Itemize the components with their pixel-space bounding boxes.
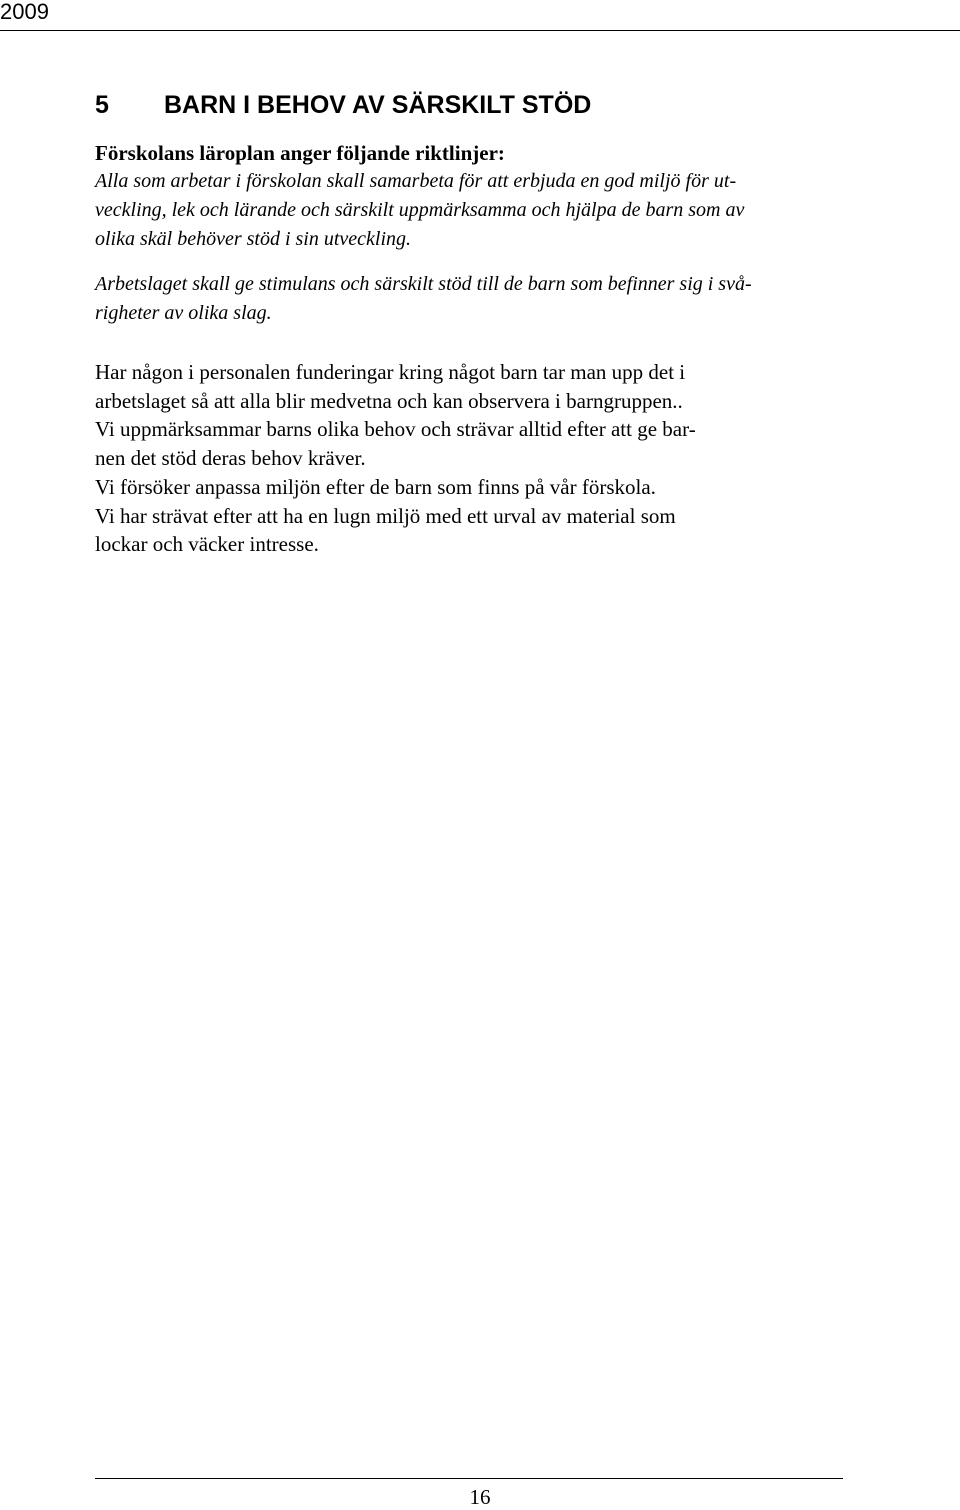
guidelines-heading: Förskolans läroplan anger följande riktlinjer: [95,141,505,165]
page-number: 16 [469,1485,491,1509]
section-title: BARN I BEHOV AV SÄRSKILT STÖD [164,91,592,119]
body-line: Vi har strävat efter att ha en lugn miljö med ett urval av material som [95,503,676,528]
quote-line: veckling, lek och lärande och särskilt uppmärksamma och hjälpa de barn som av [95,199,745,221]
section-number: 5 [95,91,109,119]
body-line: Har någon i personalen funderingar kring något barn tar man upp det i [95,360,686,384]
footer-rule [95,1478,843,1479]
header-rule [0,30,960,31]
page-content [95,90,840,559]
section-heading [95,90,840,120]
body-line: lockar och väcker intresse. [95,532,319,557]
body-line: nen det stöd deras behov kräver. [95,446,366,471]
curriculum-quote-1 [95,167,840,254]
body-paragraph [95,358,840,559]
quote-line: righeter av olika slag. [95,302,272,324]
curriculum-quote-2 [95,270,840,328]
quote-line: Alla som arbetar i förskolan skall samarbeta för att erbjuda en god miljö för ut- [95,170,737,192]
body-line: Vi uppmärksammar barns olika behov och strävar alltid efter att ge bar- [95,417,696,442]
header-year: 2009 [0,0,49,24]
quote-line: olika skäl behöver stöd i sin utveckling. [95,228,412,250]
quote-line: Arbetslaget skall ge stimulans och särskilt stöd till de barn som befinner sig i svå- [95,273,752,295]
body-line: Vi försöker anpassa miljön efter de barn som finns på vår förskola. [95,474,656,499]
body-line: arbetslaget så att alla blir medvetna och kan observera i barngruppen.. [95,388,683,413]
